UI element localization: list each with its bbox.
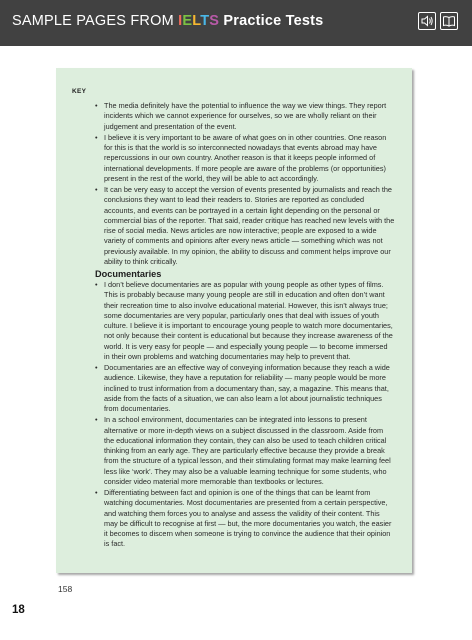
list-item-text: I don’t believe documentaries are as popular with young people as other types of films. This is probably because many young people are still in education and often don’t want their recreation time to also involve educational material. However, this isn’t always true; some documentaries are very popular, particularly ones that deal with issues of youth culture. I believe it is important to encourage young people to watch more documentaries, not only because their content is educational but because they increase awareness of the world. It is very easy for people — and especially young people — to become immersed in their own problems and watching documentaries may help to prevent that. [104, 280, 393, 361]
ielts-letter: L [192, 13, 201, 29]
list-item-text: In a school environment, documentaries can be integrated into lessons to present alternative or more in-depth views on a subject discussed in the classroom. Aside from the educational information they contain, they can also be used to teach children critical thinking from an early age. They are particularly effective because they provide a break from the structure of a typical lesson, and their stimulating format may make learning feel less like ‘work’. They may also be a valuable learning technique for some students, who consider video material more memorable than textbooks or lectures. [104, 415, 391, 486]
list-item [95, 363, 395, 414]
key-label: KEY [72, 88, 87, 95]
header-prefix: SAMPLE PAGES FROM [12, 13, 174, 29]
list-item-text: I believe it is very important to be aware of what goes on in other countries. One reason for this is that the world is so interconnected nowadays that events abroad may have repercussions in our own country. Another reason is that it keeps people informed of international developments. If more people are aware of the problems (or opportunities) present in the rest of the world, they will be able to act accordingly. [104, 132, 387, 183]
list-item [95, 280, 395, 362]
book-icon[interactable] [440, 12, 458, 30]
bullet-list [95, 280, 395, 550]
list-item-text: Documentaries are an effective way of conveying information because they reach a wide audience. Likewise, they have a reputation for reliability — many people would be more inclined to trust information from a documentary than, say, a magazine. This means that, aside from the facts of a situation, we can also learn a lot about journalistic techniques from documentaries. [104, 363, 390, 413]
header-suffix: Practice Tests [223, 13, 324, 29]
section-heading: Documentaries [95, 269, 162, 279]
list-item-text: The media definitely have the potential to influence the way we view things. They report incidents which we cannot experience for ourselves, so we are wholly reliant on their judgement and presentation of the event. [104, 101, 387, 131]
ielts-letter: T [200, 13, 210, 29]
header-title [12, 13, 323, 29]
header-bar [0, 0, 472, 46]
bullet-glyph: • [95, 185, 98, 194]
bullet-glyph: • [95, 488, 98, 497]
bullet-glyph: • [95, 132, 98, 142]
ielts-letter: E [182, 13, 193, 29]
list-item-text: It can be very easy to accept the version of events presented by journalists and reach the conclusions they want to lead their readers to. Stories are reported as concluded accounts, and events can be portrayed in a certain light depending on the personal or commercial bias of the reporter. That said, reader critique has reached new levels with the rise of social media. News articles are now interactive; people are exposed to a wide variety of comments and opinions after every news article — something which was not previously available. In my opinion, the ability to discuss and comment helps improve our ability to think critically. [104, 185, 395, 266]
list-item [95, 185, 395, 267]
ielts-logo [178, 13, 219, 29]
list-item [95, 488, 395, 550]
audio-icon[interactable] [418, 12, 436, 30]
ielts-letter: I [178, 13, 183, 29]
bullet-glyph: • [95, 363, 98, 372]
ielts-letter: S [209, 13, 220, 29]
answer-key-content [95, 101, 395, 551]
list-item [95, 101, 395, 132]
inner-page-number: 158 [58, 584, 73, 594]
bullet-glyph: • [95, 101, 98, 110]
list-item [95, 133, 395, 184]
list-item-text: Differentiating between fact and opinion is one of the things that can be learnt from watching documentaries. Most documentaries are presented from a certain perspective, and watching them forces you to analyse and assess the validity of their content. This may be difficult to recognise at first — but, the more documentaries you watch, the easier it becomes to discern when someone is trying to convince the audience that their opinion is fact. [104, 488, 392, 549]
bullet-glyph: • [95, 280, 98, 289]
bullet-list [95, 101, 395, 267]
list-item [95, 415, 395, 487]
bullet-glyph: • [95, 415, 98, 425]
page-number: 18 [12, 604, 25, 616]
